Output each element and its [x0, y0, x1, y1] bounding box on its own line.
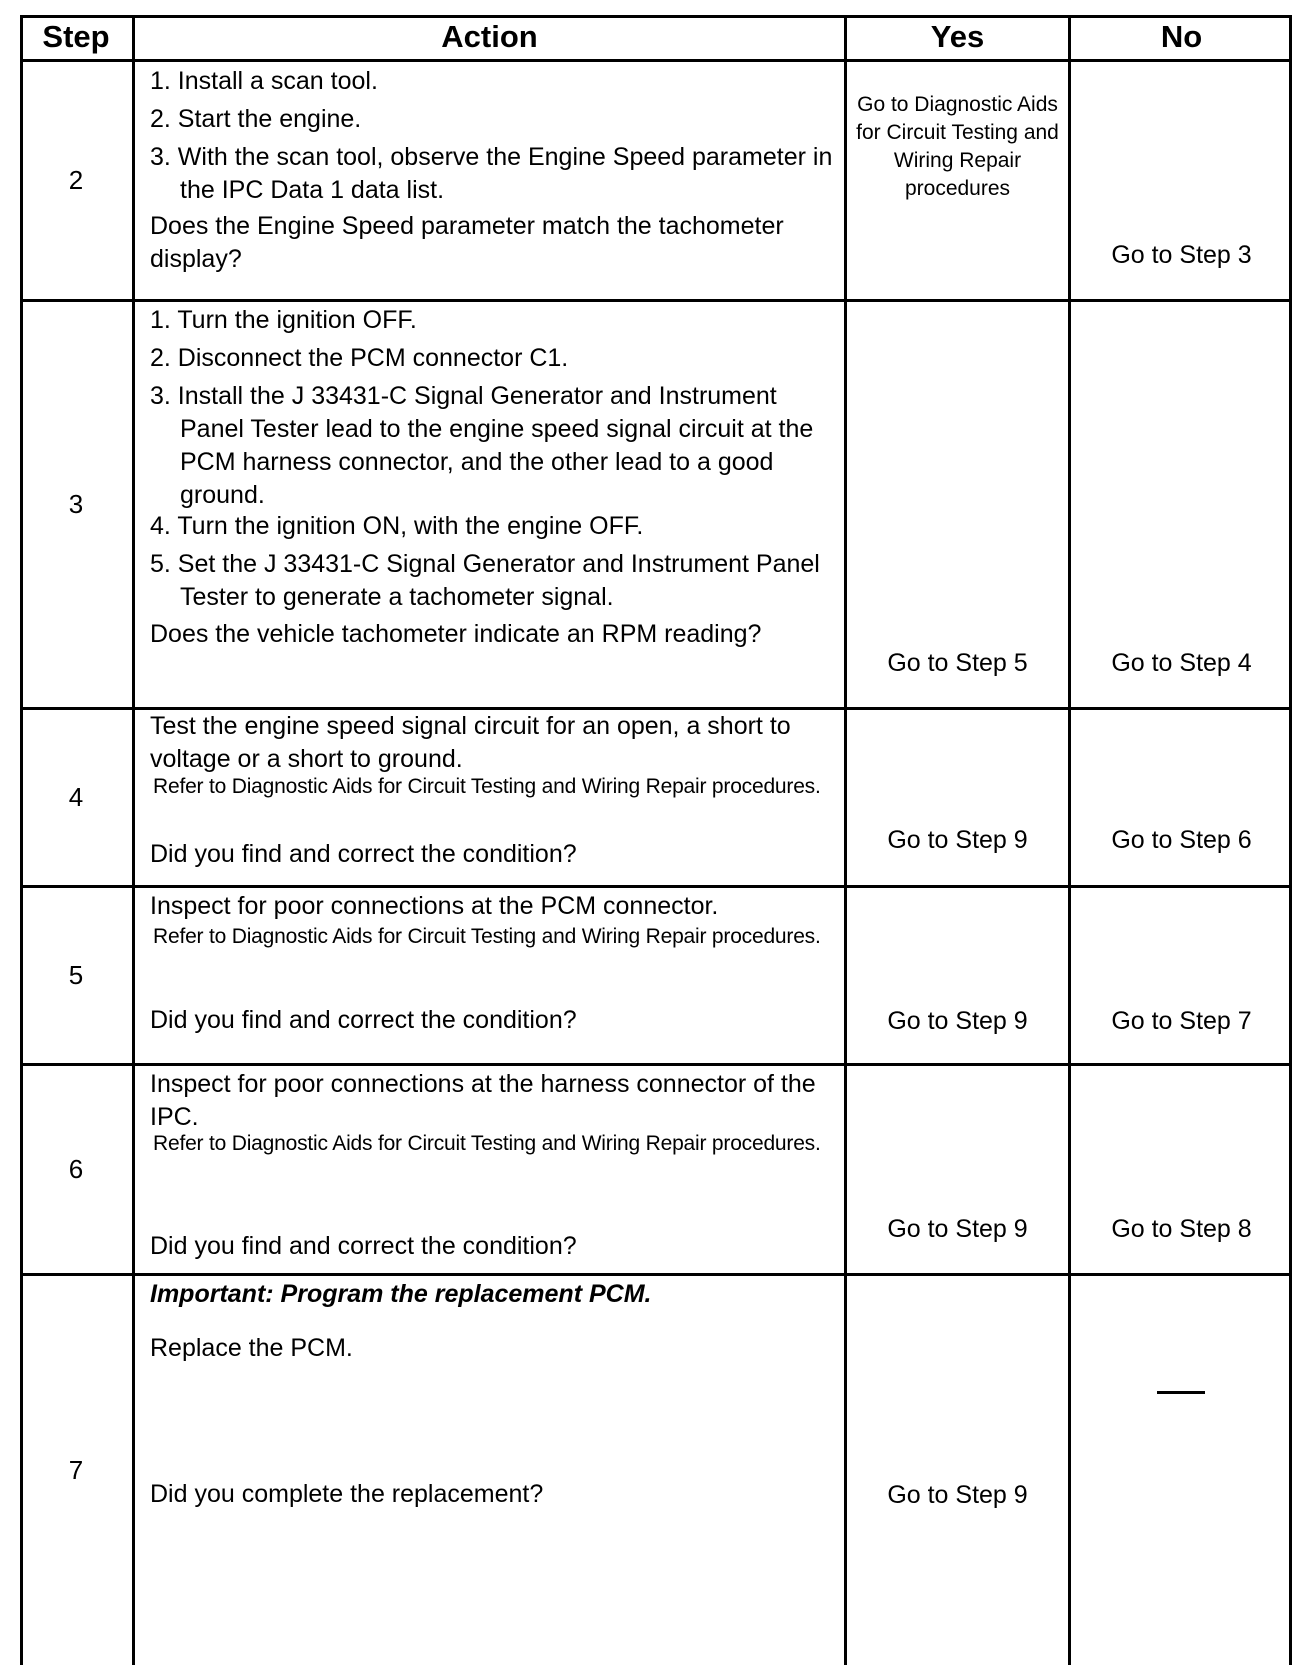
yes-cell [844, 710, 1068, 885]
action-text: Replace the PCM. [150, 1334, 353, 1362]
action-item: 2. Start the engine. [150, 105, 362, 133]
yes-text: Go to Diagnostic Aids for Circuit Testing and Wiring Repair procedures [856, 93, 1059, 200]
no-cell [1068, 710, 1292, 885]
important-note: Important: Program the replacement PCM. [150, 1280, 652, 1308]
table-row [20, 710, 1292, 888]
no-cell [1068, 302, 1292, 707]
header-no: No [1068, 15, 1292, 59]
action-text: Inspect for poor connections at the PCM connector. [150, 892, 719, 920]
header-step: Step [42, 19, 110, 54]
no-text: Go to Step 3 [1111, 241, 1252, 269]
no-text: Go to Step 6 [1111, 826, 1252, 854]
yes-cell [844, 1066, 1068, 1273]
step-number: 3 [68, 489, 84, 519]
action-question: Did you find and correct the condition? [150, 840, 577, 868]
dash-mark [1157, 1391, 1205, 1394]
action-cell [132, 302, 844, 707]
action-question: Does the vehicle tachometer indicate an RPM reading? [150, 620, 762, 648]
no-cell [1068, 1066, 1292, 1273]
refer-text: Refer to Diagnostic Aids for Circuit Testing and Wiring Repair procedures. [153, 925, 821, 948]
no-text: Go to Step 4 [1111, 649, 1252, 677]
step-number: 4 [68, 782, 84, 812]
no-cell [1068, 62, 1292, 299]
action-item: 3. Install the J 33431-C Signal Generator and Instrument Panel Tester lead to the engine speed signal circuit at the PCM harness connector, and the other lead to a good ground. [150, 382, 814, 509]
yes-text: Go to Step 9 [887, 1215, 1028, 1243]
action-text: Inspect for poor connections at the harness connector of the IPC. [150, 1070, 816, 1131]
yes-text: Go to Step 9 [887, 1007, 1028, 1035]
yes-cell [844, 888, 1068, 1063]
yes-text: Go to Step 9 [887, 826, 1028, 854]
action-item: 3. With the scan tool, observe the Engine Speed parameter in the IPC Data 1 data list. [150, 143, 833, 204]
action-question: Does the Engine Speed parameter match the tachometer display? [150, 212, 784, 273]
action-question: Did you complete the replacement? [150, 1480, 544, 1508]
action-cell [132, 1066, 844, 1273]
yes-cell [844, 302, 1068, 707]
yes-cell [844, 62, 1068, 299]
table-row [20, 1066, 1292, 1276]
action-item: 5. Set the J 33431-C Signal Generator and Instrument Panel Tester to generate a tachometer signal. [150, 550, 820, 611]
header-yes: Yes [844, 15, 1068, 59]
action-cell [132, 710, 844, 885]
no-cell [1068, 1276, 1292, 1665]
yes-cell [844, 1276, 1068, 1665]
step-number: 7 [68, 1455, 84, 1485]
table-row [20, 302, 1292, 710]
table-row [20, 888, 1292, 1066]
action-cell [132, 888, 844, 1063]
action-text: Test the engine speed signal circuit for an open, a short to voltage or a short to ground. [150, 712, 791, 773]
step-number: 2 [68, 165, 84, 195]
no-text: Go to Step 8 [1111, 1215, 1252, 1243]
table-row [20, 1276, 1292, 1665]
table-row [20, 62, 1292, 302]
action-cell [132, 62, 844, 299]
action-cell [132, 1276, 844, 1665]
step-number: 5 [68, 960, 84, 990]
no-cell [1068, 888, 1292, 1063]
action-item: 1. Turn the ignition OFF. [150, 306, 417, 334]
action-question: Did you find and correct the condition? [150, 1232, 577, 1260]
refer-text: Refer to Diagnostic Aids for Circuit Testing and Wiring Repair procedures. [153, 1132, 821, 1155]
action-item: 4. Turn the ignition ON, with the engine OFF. [150, 512, 644, 540]
action-item: 1. Install a scan tool. [150, 67, 378, 95]
header-row [20, 15, 1292, 62]
no-text: Go to Step 7 [1111, 1007, 1252, 1035]
yes-text: Go to Step 9 [887, 1481, 1028, 1509]
yes-text: Go to Step 5 [887, 649, 1028, 677]
step-number: 6 [68, 1154, 84, 1184]
action-question: Did you find and correct the condition? [150, 1006, 577, 1034]
refer-text: Refer to Diagnostic Aids for Circuit Testing and Wiring Repair procedures. [153, 775, 821, 798]
header-action: Action [132, 15, 844, 59]
action-item: 2. Disconnect the PCM connector C1. [150, 344, 569, 372]
